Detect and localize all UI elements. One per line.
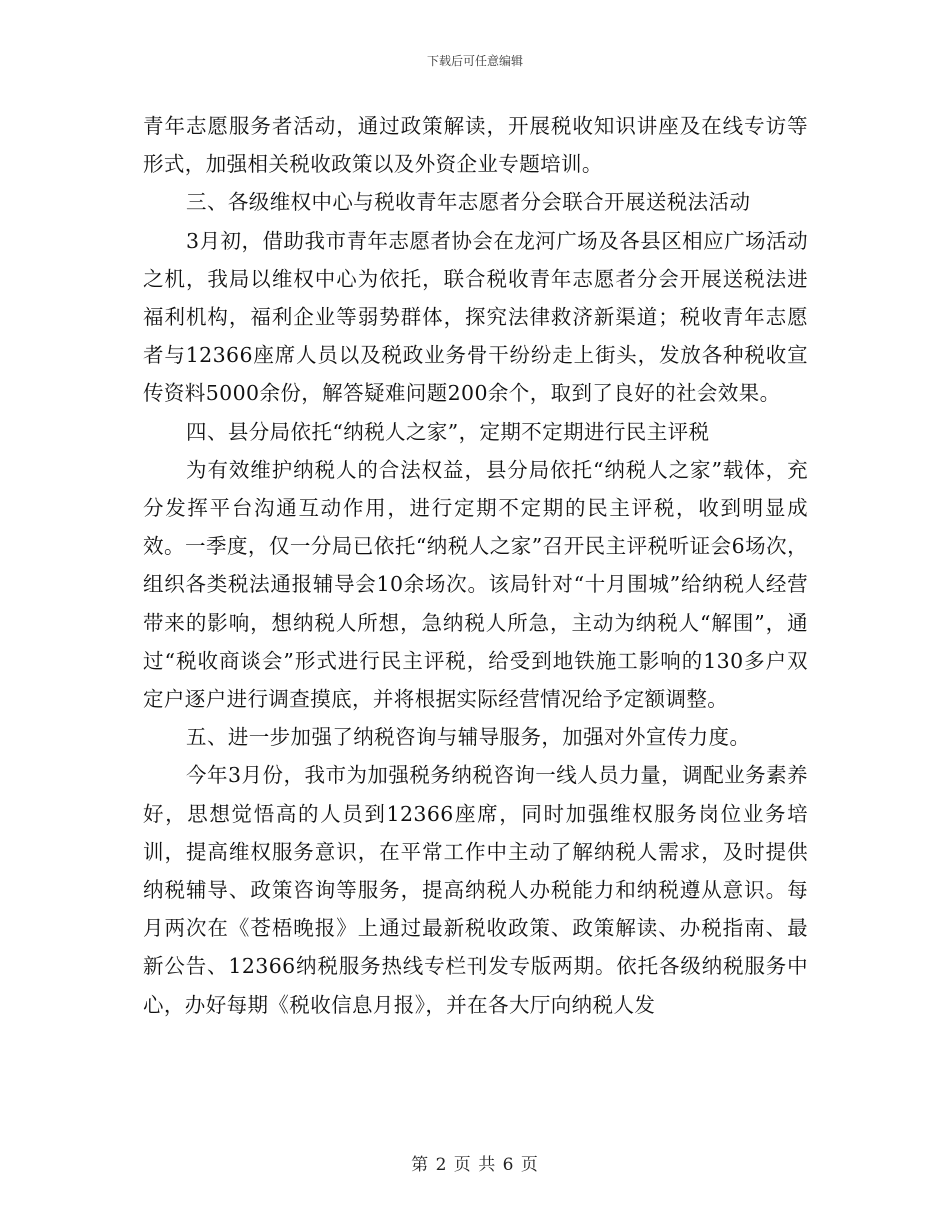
page-footer	[0, 1150, 950, 1175]
paragraph: 今年3月份，我市为加强税务纳税咨询一线人员力量，调配业务素养好，思想觉悟高的人员到12366座席，同时加强维权服务岗位业务培训，提高维权服务意识，在平常工作中主动了解纳税人需求，及时提供纳税辅导、政策咨询等服务，提高纳税人办税能力和纳税遵从意识。每月两次在《苍梧晚报》上通过最新税收政策、政策解读、办税指南、最新公告、12366纳税服务热线专栏刊发专版两期。依托各级纳税服务中心，办好每期《税收信息月报》，并在各大厅向纳税人发	[143, 763, 808, 1017]
section-heading-4: 四、县分局依托“纳税人之家”，定期不定期进行民主评税	[186, 419, 710, 444]
section-heading-3: 三、各级维权中心与税收青年志愿者分会联合开展送税法活动	[186, 190, 751, 215]
paragraph: 为有效维护纳税人的合法权益，县分局依托“纳税人之家”载体，充分发挥平台沟通互动作用，进行定期不定期的民主评税，收到明显成效。一季度，仅一分局已依托“纳税人之家”召开民主评税听证会6场次，组织各类税法通报辅导会10余场次。该局针对“十月围城”给纳税人经营带来的影响，想纳税人所想，急纳税人所急，主动为纳税人“解围”，通过“税收商谈会”形式进行民主评税，给受到地铁施工影响的130多户双定户逐户进行调查摸底，并将根据实际经营情况给予定额调整。	[143, 457, 808, 712]
page-header	[0, 52, 950, 69]
paragraph: 3月初，借助我市青年志愿者协会在龙河广场及各县区相应广场活动之机，我局以维权中心为依托，联合税收青年志愿者分会开展送税法进福利机构，福利企业等弱势群体，探究法律救济新渠道；税收青年志愿者与12366座席人员以及税政业务骨干纷纷走上街头，发放各种税收宣传资料5000余份，解答疑难问题200余个，取到了良好的社会效果。	[143, 228, 808, 406]
document-body	[143, 107, 808, 1024]
header-note: 下载后可任意编辑	[426, 54, 523, 68]
paragraph-continuation: 青年志愿服务者活动，通过政策解读，开展税收知识讲座及在线专访等形式，加强相关税收政策以及外资企业专题培训。	[143, 114, 808, 177]
page-number: 第 2 页 共 6 页	[411, 1155, 539, 1175]
section-heading-5: 五、进一步加强了纳税咨询与辅导服务，加强对外宣传力度。	[186, 725, 751, 750]
